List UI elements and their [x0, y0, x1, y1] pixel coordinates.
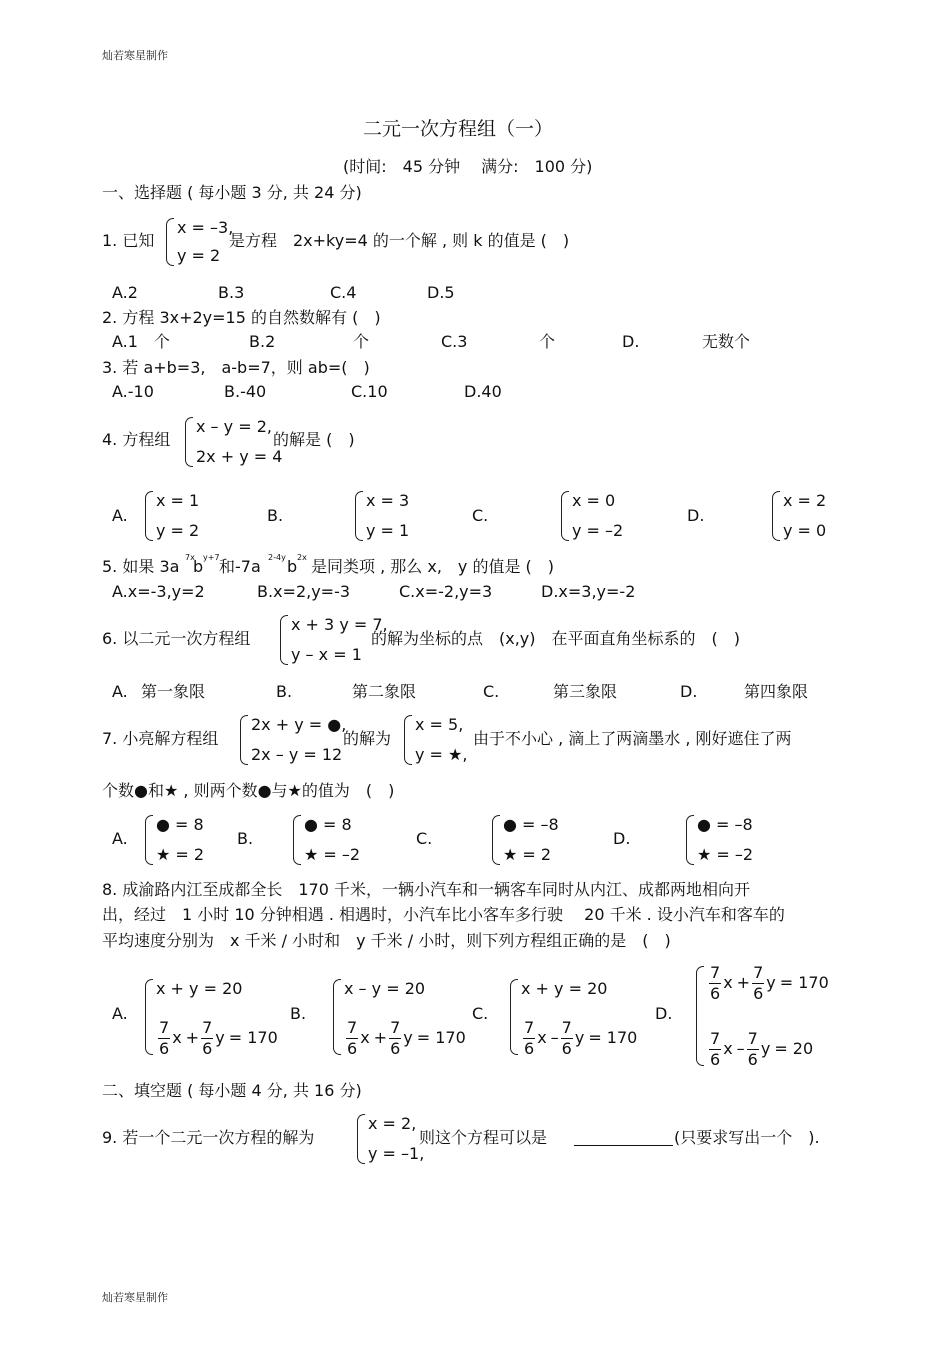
q5-text-3: 和-7a — [219, 557, 261, 576]
q7-solution — [404, 715, 467, 765]
q6-label-c: C. — [483, 682, 500, 701]
q5-option-d: D.x=3,y=-2 — [541, 582, 636, 601]
brace-icon — [772, 491, 780, 541]
q2-option-d: D. — [622, 332, 640, 351]
q8-a-eq-2: $\frac{7}{6}$ x + $\frac{7}{6}$ y = 170 — [159, 1017, 278, 1058]
section-heading-fill: 二、填空题 ( 每小题 4 分, 共 16 分) — [102, 1081, 362, 1100]
q4-option-b: x = 3 y = 1 — [355, 491, 409, 541]
q6-option-b: 第二象限 — [352, 682, 417, 701]
fraction: $\frac{7}{6}$ — [710, 1028, 721, 1069]
brace-icon — [293, 815, 301, 865]
answer-blank[interactable] — [574, 1145, 673, 1146]
q9-prefix: 9. 若一个二元一次方程的解为 — [102, 1128, 315, 1147]
q5-option-a: A.x=-3,y=2 — [112, 582, 205, 601]
brace-icon — [145, 815, 153, 865]
q4-label-a: A. — [112, 506, 128, 525]
q5-exp-2: y+7 — [203, 553, 220, 562]
fraction: $\frac{7}{6}$ — [202, 1017, 213, 1058]
q4-option-d: x = 2 y = 0 — [772, 491, 826, 541]
brace-icon — [280, 615, 288, 665]
q4-system — [185, 417, 282, 467]
q7-label-b: B. — [237, 829, 254, 848]
q3-text: 3. 若 a+b=3, a-b=7，则 ab=( ) — [102, 358, 370, 377]
brace-icon — [696, 966, 704, 1066]
q8-option-c: x + y = 20 $\frac{7}{6}$ x – $\frac{7}{6}$ y = 170 — [510, 979, 637, 1055]
q2-option-c-unit: 个 — [539, 332, 556, 351]
q5-exp-3: 2-4y — [268, 553, 286, 562]
q8-line-1: 8. 成渝路内江至成都全长 170 千米，一辆小汽车和一辆客车同时从内江、成都两地相向开 — [102, 880, 750, 899]
q8-c-eq-2: $\frac{7}{6}$ x – $\frac{7}{6}$ y = 170 — [524, 1017, 638, 1058]
q8-b-eq-2: $\frac{7}{6}$ x + $\frac{7}{6}$ y = 170 — [347, 1017, 466, 1058]
fraction: $\frac{7}{6}$ — [753, 962, 764, 1003]
brace-icon — [185, 417, 193, 467]
q7-label-a: A. — [112, 829, 128, 848]
q1-option-d: D.5 — [427, 283, 455, 302]
q6-label-a: A. — [112, 682, 128, 701]
q7-eq-1: 2x + y = ●, — [251, 715, 347, 734]
q9-eq-1: x = 2, — [368, 1114, 417, 1133]
q4-option-a: x = 1 y = 2 — [145, 491, 199, 541]
fraction: $\frac{7}{6}$ — [524, 1017, 535, 1058]
q3-option-c: C.10 — [351, 382, 388, 401]
q6-text: 的解为坐标的点 (x,y) 在平面直角坐标系的 ( ) — [371, 629, 740, 648]
q2-option-a: A.1 个 — [112, 332, 170, 351]
brace-icon — [561, 491, 569, 541]
q1-system — [166, 218, 233, 266]
q6-option-d: 第四象限 — [744, 682, 809, 701]
q5-exp-1: 7x — [185, 553, 195, 562]
brace-icon — [240, 715, 248, 765]
section-heading-choice: 一、选择题 ( 每小题 3 分, 共 24 分) — [102, 183, 362, 202]
q4-eq-1: x – y = 2, — [196, 417, 272, 436]
q6-label-d: D. — [680, 682, 698, 701]
q5-exp-4: 2x — [297, 553, 307, 562]
q8-label-d: D. — [655, 1004, 673, 1023]
fraction: $\frac{7}{6}$ — [561, 1017, 572, 1058]
brace-icon — [510, 979, 518, 1055]
q5-text-5: 是同类项 , 那么 x, y 的值是 ( ) — [311, 557, 555, 576]
q3-option-d: D.40 — [464, 382, 502, 401]
fraction: $\frac{7}{6}$ — [347, 1017, 358, 1058]
q9-system — [357, 1114, 424, 1164]
q8-label-a: A. — [112, 1004, 128, 1023]
q7-sol-1: x = 5, — [415, 715, 464, 734]
q1-eq-2: y = 2 — [177, 246, 221, 265]
q7-prefix: 7. 小亮解方程组 — [102, 729, 219, 748]
q7-sol-2: y = ★, — [415, 745, 468, 764]
q2-option-b-unit: 个 — [353, 332, 370, 351]
q8-option-a: x + y = 20 $\frac{7}{6}$ x + $\frac{7}{6}$ y = 170 — [145, 979, 278, 1055]
q7-text: 由于不小心 , 滴上了两滴墨水 , 刚好遮住了两 — [473, 729, 792, 748]
q1-text: 是方程 2x+ky=4 的一个解 , 则 k 的值是 ( ) — [229, 231, 570, 250]
brace-icon — [145, 491, 153, 541]
q4-eq-2: 2x + y = 4 — [196, 447, 283, 466]
q7-mid: 的解为 — [343, 729, 392, 748]
fraction: $\frac{7}{6}$ — [710, 962, 721, 1003]
q3-option-a: A.-10 — [112, 382, 154, 401]
q5-option-b: B.x=2,y=-3 — [257, 582, 351, 601]
q5-text-1: 5. 如果 3a — [102, 557, 180, 576]
brace-icon — [686, 815, 694, 865]
q8-label-b: B. — [290, 1004, 307, 1023]
q5-text-4: b — [287, 557, 298, 576]
brace-icon — [404, 715, 412, 765]
q6-option-a: 第一象限 — [141, 682, 206, 701]
q7-eq-2: 2x – y = 12 — [251, 745, 343, 764]
q8-option-d — [696, 962, 829, 1069]
fraction: $\frac{7}{6}$ — [390, 1017, 401, 1058]
q4-prefix: 4. 方程组 — [102, 430, 171, 449]
q4-label-b: B. — [267, 506, 284, 525]
q1-option-c: C.4 — [330, 283, 357, 302]
q8-option-b: x – y = 20 $\frac{7}{6}$ x + $\frac{7}{6}$ y = 170 — [333, 979, 466, 1055]
exam-info: (时间: 45 分钟 满分: 100 分) — [343, 157, 593, 176]
q5-text-2: b — [193, 557, 204, 576]
page-footer: 灿若寒星制作 — [102, 1291, 168, 1304]
q3-option-b: B.-40 — [224, 382, 267, 401]
q9-eq-2: y = –1, — [368, 1144, 425, 1163]
q4-text: 的解是 ( ) — [273, 430, 355, 449]
q2-option-d-text: 无数个 — [702, 332, 751, 351]
brace-icon — [355, 491, 363, 541]
q7-option-b: ● = 8 ★ = –2 — [293, 815, 360, 865]
q2-option-c: C.3 — [441, 332, 468, 351]
q8-line-2: 出，经过 1 小时 10 分钟相遇 . 相遇时，小汽车比小客车多行驶 20 千米 . 设小汽车和客车的 — [102, 905, 785, 924]
q7-label-d: D. — [613, 829, 631, 848]
q7-label-c: C. — [416, 829, 433, 848]
q2-text: 2. 方程 3x+2y=15 的自然数解有 ( ) — [102, 308, 381, 327]
q8-d-eq-2: $\frac{7}{6}$ x – $\frac{7}{6}$ y = 20 — [710, 1028, 814, 1069]
q8-line-3: 平均速度分别为 x 千米 / 小时和 y 千米 / 小时，则下列方程组正确的是 ( ) — [102, 931, 671, 950]
brace-icon — [357, 1114, 365, 1164]
brace-icon — [166, 218, 174, 266]
q1-option-b: B.3 — [218, 283, 245, 302]
q9-text: (只要求写出一个 ). — [674, 1128, 820, 1147]
q8-label-c: C. — [472, 1004, 489, 1023]
q7-system — [240, 715, 346, 765]
brace-icon — [145, 979, 153, 1055]
q6-prefix: 6. 以二元一次方程组 — [102, 629, 251, 648]
q6-eq-2: y – x = 1 — [291, 645, 362, 664]
q1-eq-1: x = –3, — [177, 218, 234, 237]
q1-prefix: 1. 已知 — [102, 231, 155, 250]
q4-option-c: x = 0 y = –2 — [561, 491, 623, 541]
page-header: 灿若寒星制作 — [102, 49, 168, 62]
q7-option-d: ● = –8 ★ = –2 — [686, 815, 753, 865]
q2-option-b: B.2 — [249, 332, 276, 351]
brace-icon — [492, 815, 500, 865]
q5-option-c: C.x=-2,y=3 — [399, 582, 493, 601]
q1-option-a: A.2 — [112, 283, 138, 302]
q6-option-c: 第三象限 — [553, 682, 618, 701]
q8-d-eq-1: $\frac{7}{6}$ x + $\frac{7}{6}$ y = 170 — [710, 962, 829, 1003]
fraction: $\frac{7}{6}$ — [159, 1017, 170, 1058]
q7-option-c: ● = –8 ★ = 2 — [492, 815, 559, 865]
q9-mid: 则这个方程可以是 — [419, 1128, 548, 1147]
brace-icon — [333, 979, 341, 1055]
q6-eq-1: x + 3 y = 7, — [291, 615, 388, 634]
q4-label-c: C. — [472, 506, 489, 525]
fraction: $\frac{7}{6}$ — [747, 1028, 758, 1069]
q6-label-b: B. — [276, 682, 293, 701]
q4-label-d: D. — [687, 506, 705, 525]
page-title: 二元一次方程组（一） — [363, 118, 554, 140]
q7-option-a: ● = 8 ★ = 2 — [145, 815, 204, 865]
q7-text-2: 个数●和★ , 则两个数●与★的值为 ( ) — [102, 781, 395, 800]
